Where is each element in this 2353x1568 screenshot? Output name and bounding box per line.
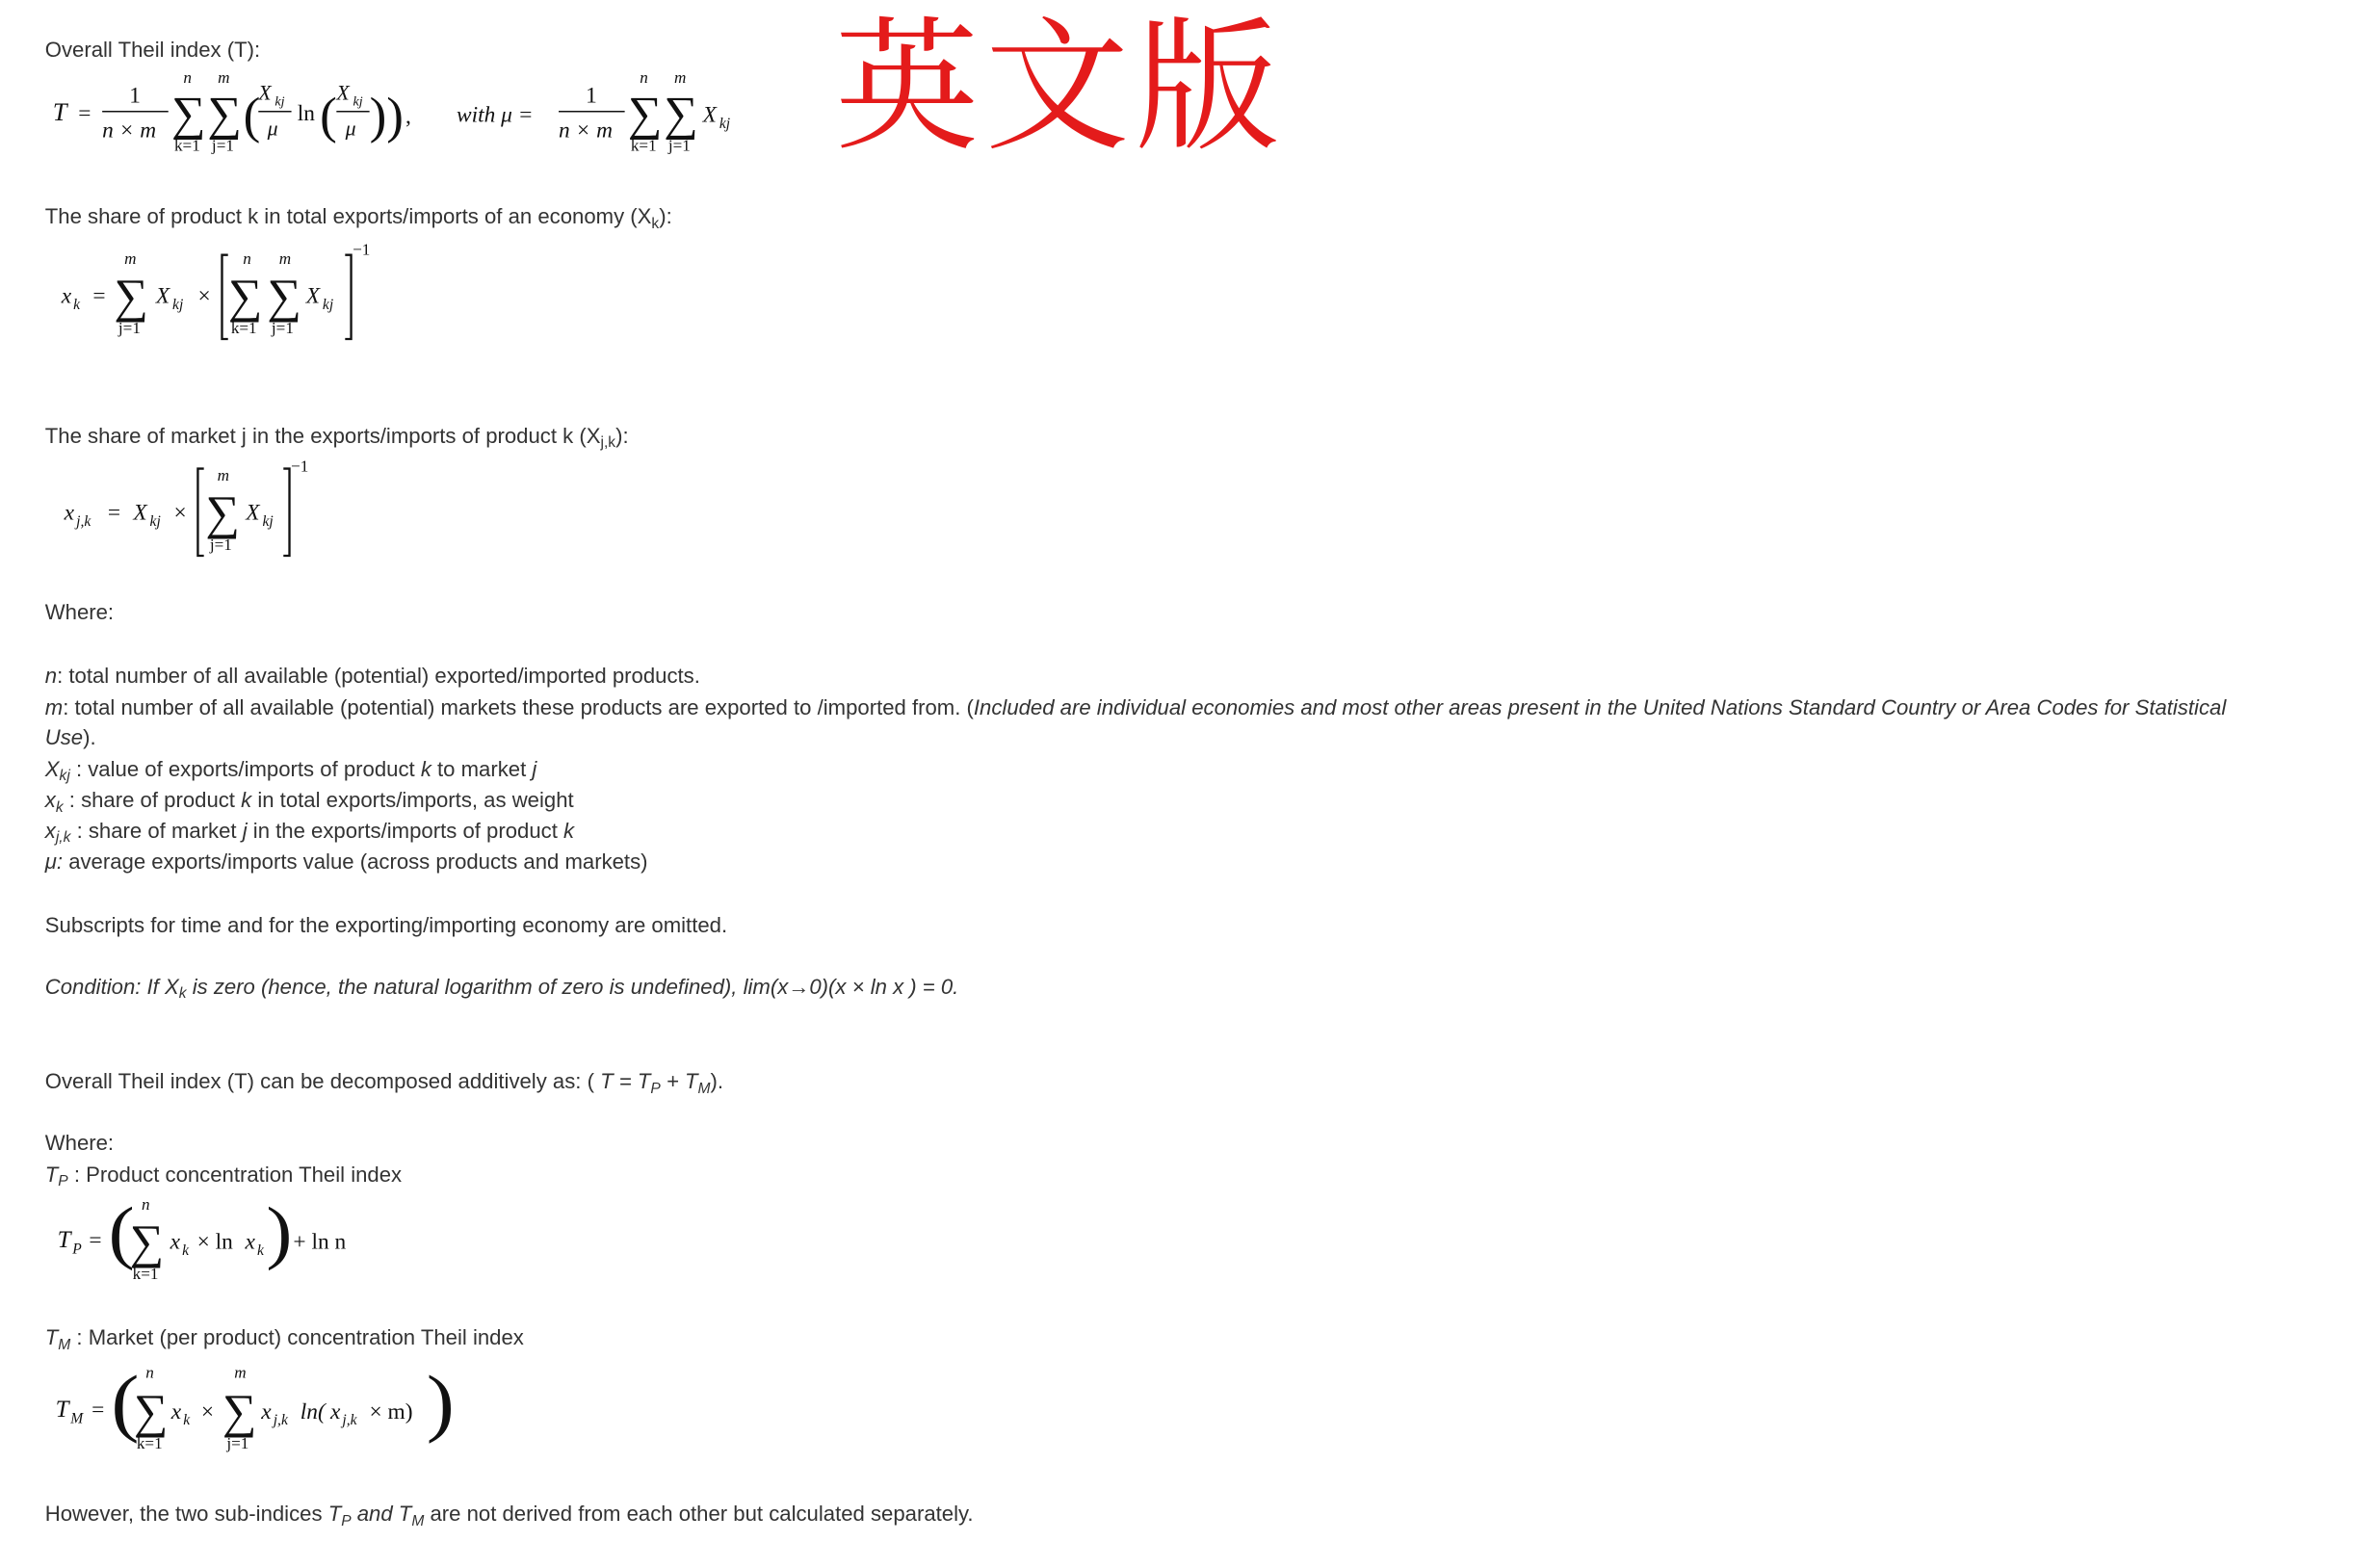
eq-times-ln: × ln [196, 1230, 233, 1256]
eq-T: T [52, 96, 67, 126]
eq-k: k [256, 1242, 264, 1260]
eq-kj: kj [323, 297, 334, 314]
eq-T: T [55, 1397, 69, 1424]
sigma-icon: ∑ [222, 1385, 257, 1439]
eq-one: 1 [585, 83, 597, 109]
eq-mu: μ [345, 117, 356, 141]
eq-jk: j,k [76, 512, 92, 530]
eq-j1: j=1 [211, 135, 234, 154]
heading-theil-index: Overall Theil index (T): [44, 37, 261, 62]
condition-note: Condition: If $X_k$ is zero (hence, the natural logarithm of zero is undefined), lim(x→0)(x × ln x ) = 0. [44, 974, 959, 1003]
equation-theil-index [48, 66, 769, 157]
eq-xk: x [245, 1230, 255, 1256]
eq-m-top: m [673, 67, 687, 87]
eq-times: × [200, 1399, 215, 1425]
eq-times: × [197, 283, 211, 309]
eq-ln: ln [297, 100, 315, 126]
eq-kj: kj [719, 115, 730, 132]
eq-minus1: −1 [353, 241, 371, 260]
eq-j1: j=1 [226, 1434, 249, 1453]
eq-equals: = [108, 500, 121, 526]
eq-m-top: m [218, 465, 230, 484]
paren-close-icon: ) [426, 1360, 455, 1445]
sigma-icon: ∑ [267, 270, 302, 324]
definition-xk: $x_k$ : share of product k in total exports/imports, as weight [44, 788, 574, 817]
eq-k1: k=1 [173, 135, 200, 154]
eq-n-top: n [183, 67, 192, 87]
sigma-icon: ∑ [664, 87, 698, 141]
eq-Xkj: X [702, 102, 717, 128]
equation-tp [53, 1193, 399, 1287]
sigma-icon: ∑ [227, 270, 263, 324]
paren-close-icon: ) [265, 1193, 292, 1272]
eq-P: P [71, 1241, 82, 1258]
subscripts-note: Subscripts for time and for the exporting/importing economy are omitted. [44, 912, 728, 937]
sigma-icon: ∑ [114, 270, 149, 324]
eq-jk: j,k [273, 1412, 288, 1429]
eq-xk: x [61, 283, 72, 309]
equation-tm [51, 1360, 472, 1459]
eq-Xkj: X [156, 283, 170, 309]
eq-ln-open: ln( [300, 1399, 326, 1425]
eq-one: 1 [129, 83, 141, 109]
definition-xjk: $x_{j,k}$ : share of market j in the exports/imports of product k [44, 818, 575, 847]
definition-n: n: total number of all available (potential) exported/imported products. [44, 663, 700, 688]
eq-equals: = [92, 1398, 105, 1424]
heading-market-share: The share of market j in the exports/imports of product k $(X_{j,k})$: [44, 423, 629, 452]
paren-open-icon: ( [108, 1193, 135, 1272]
eq-k: k [73, 297, 81, 314]
bracket-open-icon [198, 468, 204, 555]
eq-Xkj: X [336, 80, 350, 104]
eq-m-top: m [218, 67, 230, 87]
eq-kj: kj [353, 94, 363, 110]
eq-kj: kj [262, 512, 275, 530]
eq-m-top: m [234, 1364, 247, 1383]
eq-j1: j=1 [118, 319, 142, 338]
sigma-icon: ∑ [205, 485, 241, 539]
definition-mu: μ: average exports/imports value (across products and markets) [44, 849, 648, 875]
eq-m-top: m [278, 249, 292, 269]
decomposition-text: Overall Theil index (T) can be decomposed additively as: ( $T = T_P + T_M$). [44, 1068, 723, 1097]
definition-m: m: total number of all available (potential) markets these products are exported to /imported from. (Included are individual economies and most other areas present in the United Nations Standard Country or Area Codes for Statistical [44, 694, 2227, 719]
stamp-chinese-version: 英文版 [834, 4, 1286, 172]
eq-equals: = [78, 100, 92, 126]
eq-nxm: n × m [558, 117, 613, 143]
definition-m-cont: Use). [44, 724, 96, 749]
bracket-close-icon [346, 255, 352, 339]
eq-k1: k=1 [132, 1265, 158, 1284]
eq-xk: x [170, 1399, 182, 1425]
eq-xjk: x [261, 1399, 272, 1425]
eq-Xkj: X [306, 283, 321, 309]
eq-j1: j=1 [667, 135, 691, 154]
eq-T: T [57, 1227, 71, 1254]
where-label-2: Where: [44, 1130, 115, 1155]
sigma-icon: ∑ [170, 87, 206, 141]
sigma-icon: ∑ [133, 1385, 169, 1439]
sigma-icon: ∑ [627, 87, 663, 141]
eq-xk: x [170, 1230, 180, 1256]
eq-n-top: n [243, 249, 252, 269]
eq-j1: j=1 [272, 319, 295, 338]
eq-k1: k=1 [630, 135, 657, 154]
heading-product-share: The share of product k in total exports/imports of an economy $(X_k)$: [44, 203, 672, 232]
sigma-icon: ∑ [129, 1215, 164, 1269]
eq-j1: j=1 [210, 535, 233, 554]
eq-k1: k=1 [136, 1434, 163, 1453]
eq-equals: = [88, 1228, 102, 1254]
eq-n-top: n [640, 67, 648, 87]
eq-jk: j,k [342, 1412, 357, 1429]
eq-kj: kj [172, 297, 184, 314]
eq-equals: = [92, 283, 106, 309]
eq-k: k [183, 1412, 191, 1429]
final-note: However, the two sub-indices $T_P$ and $T_M$ are not derived from each other but calculated separately. [44, 1501, 974, 1529]
eq-n-top: n [141, 1195, 150, 1215]
eq-m-top: m [124, 249, 137, 269]
eq-times-m: × m) [369, 1399, 413, 1425]
eq-times: × [173, 500, 188, 526]
eq-kj: kj [275, 94, 285, 110]
equation-market-share [60, 454, 345, 562]
equation-product-share [57, 237, 403, 345]
paren-open-icon: ( [243, 88, 261, 144]
tm-label: $T_M$ : Market (per product) concentration Theil index [44, 1325, 524, 1354]
eq-mu: μ [267, 117, 278, 141]
tp-label: $T_P$ : Product concentration Theil index [44, 1162, 403, 1190]
eq-minus1: −1 [291, 457, 309, 476]
eq-kj: kj [149, 512, 162, 530]
bracket-close-icon [284, 468, 290, 555]
paren-open-icon: ( [111, 1360, 140, 1445]
paren-close-icon: )) [369, 88, 404, 144]
paren-open-icon: ( [320, 88, 337, 144]
eq-Xkj: X [246, 500, 260, 526]
eq-nxm: n × m [102, 117, 157, 143]
eq-k1: k=1 [231, 319, 257, 338]
definition-xkj: $X_{kj}$ : value of exports/imports of product k to market j [44, 756, 537, 785]
eq-xjk: x [329, 1399, 341, 1425]
sigma-icon: ∑ [207, 87, 242, 141]
eq-plus-ln-n: + ln n [292, 1230, 346, 1256]
eq-M: M [70, 1410, 84, 1427]
eq-Xkj: X [258, 80, 272, 104]
eq-comma: , [405, 103, 411, 129]
eq-with-mu: with μ = [456, 102, 534, 128]
eq-k: k [181, 1242, 189, 1260]
eq-Xkj: X [133, 500, 148, 526]
eq-n-top: n [145, 1364, 154, 1383]
eq-xjk: x [65, 500, 75, 526]
where-label: Where: [44, 600, 115, 625]
